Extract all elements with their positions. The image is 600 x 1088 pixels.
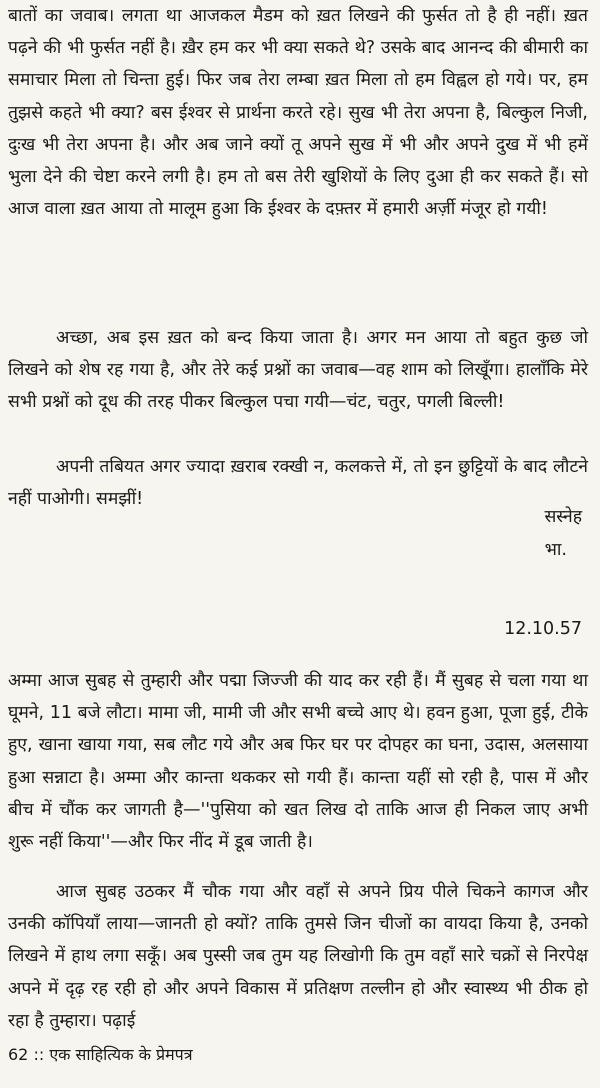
letter2-paragraph-1: अम्मा आज सुबह से तुम्हारी और पद्मा जिज्जी की याद कर रही हैं। मैं सुबह से चला गया था घूमने, 11 बजे लौटा। मामा जी, मामी जी और सभी बच्चे आए थे। हवन हुआ, पूजा हुई, टीके हुए, खाना खाया गया, सब लौट गये और अब फिर घर पर दोपहर का घना, उदास, अलसाया हुआ सन्नाटा है। अम्मा और कान्ता थककर सो गयी हैं। कान्ता यहीं सो रही है, पास में और बीच में चौंक कर जागती है—''पुसिया को खत लिख दो ताकि आज ही निकल जाए अभी शुरू नहीं किया''—और फिर नींद में डूब जाती है। [8, 671, 588, 853]
book-title: एक साहित्यिक के प्रेमपत्र [49, 1045, 193, 1064]
page-footer [8, 1043, 193, 1067]
letter2-paragraph-2: आज सुबह उठकर मैं चौक गया और वहाँ से अपने प्रिय पीले चिकने कागज और उनकी कॉपियाँ लाया—जानती हो क्यों? ताकि तुमसे जिन चीजों का वायदा किया है, उनको लिखने में हाथ लगा सकूँ। अब पुस्सी जब तुम यह लिखोगी कि तुम वहाँ सारे चक्रों से निरपेक्ष अपने में दृढ़ रह रही हो और अपने विकास में प्रतिक्षण तल्लीन हो और स्वास्थ्य भी ठीक हो रहा है तुम्हारा। पढ़ाई [8, 882, 588, 1031]
letter2-date: 12.10.57 [504, 619, 582, 639]
letter1-paragraph-3: अपनी तबियत अगर ज्यादा ख़राब रक्खी न, कलकत्ते में, तो इन छुट्टियों के बाद लौटने नहीं पाओगी। समझीं! [8, 457, 588, 510]
letter1-closing: सस्नेह [544, 507, 582, 527]
letter1-signature: भा. [544, 540, 567, 560]
letter1-paragraph-2: अच्छा, अब इस ख़त को बन्द किया जाता है। अगर मन आया तो बहुत कुछ जो लिखने को शेष रह गया है, और तेरे कई प्रश्नों का जवाब—वह शाम को लिखूँगा। हालाँकि मेरे सभी प्रश्नों को दूध की तरह पीकर बिल्कुल पचा गयी—चंट, चतुर, पगली बिल्ली! [8, 328, 588, 413]
letter1-paragraph-1: बातों का जवाब। लगता था आजकल मैडम को ख़त लिखने की फुर्सत तो है ही नहीं। ख़त पढ़ने की भी फुर्सत नहीं है। ख़ैर हम कर भी क्या सकते थे? उसके बाद आनन्द की बीमारी का समाचार मिला तो चिन्ता हुई। फिर जब तेरा लम्बा ख़त मिला तो हम विह्वल हो गये। पर, हम तुझसे कहते भी क्या? बस ईश्वर से प्रार्थना करते रहे। सुख भी तेरा अपना है, बिल्कुल निजी, दुःख भी तेरा अपना है। और अब जाने क्यों तू अपने सुख में भी और अपने दुख में भी हमें भुला देने की चेष्टा करने लगी है। हम तो बस तेरी खुशियों के लिए दुआ ही कर सकते हैं। सो आज वाला ख़त आया तो मालूम हुआ कि ईश्वर के दफ़्तर में हमारी अर्ज़ी मंजूर हो गयी! [8, 6, 588, 220]
footer-separator: :: [33, 1045, 45, 1064]
page-number: 62 [8, 1045, 29, 1064]
